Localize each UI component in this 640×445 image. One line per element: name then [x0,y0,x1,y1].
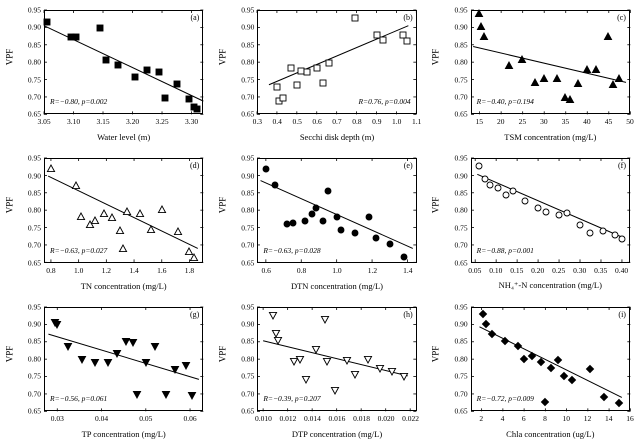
y-tick-label: 0.70 [27,92,41,102]
y-tick-label: 0.90 [241,171,255,181]
y-tick-label: 0.70 [27,389,41,399]
y-tick-label: 0.95 [241,153,255,163]
x-tick-label: 0.10 [489,265,503,275]
x-axis-label: DTP concentration (mg/L) [291,428,383,439]
x-tick-label: 3.15 [96,117,110,127]
x-tick-label: 0.6 [312,117,322,127]
y-tick-label: 0.85 [27,40,41,50]
x-axis-label: TP concentration (mg/L) [81,428,166,439]
panel-identifier: (i) [618,309,626,319]
correlation-annotation: R=−0.40, p=0.194 [476,97,534,107]
y-tick-label: 0.75 [454,371,468,381]
y-tick-label: 0.95 [241,5,255,15]
x-tick-label: 0.40 [615,265,629,275]
panel-identifier: (d) [190,161,200,171]
y-tick-label: 0.65 [241,406,255,416]
correlation-annotation: R=−0.63, p=0.028 [263,245,321,255]
y-tick-label: 0.95 [454,5,468,15]
y-tick-label: 0.90 [27,171,41,181]
chart-panel-b [213,0,426,148]
y-axis-label-text: VPF [430,197,441,214]
y-axis-label [215,0,229,114]
x-tick-label: 6 [521,413,526,423]
y-tick-label: 0.80 [241,354,255,364]
y-tick-label: 0.70 [241,240,255,250]
plot-area [241,302,419,423]
y-axis-label [429,297,443,411]
y-axis-label-text: VPF [217,345,228,363]
x-tick-label: 0.8 [296,265,307,275]
y-tick-label: 0.90 [454,319,468,329]
x-tick-label: 1.8 [184,265,195,275]
plot-area [454,5,634,127]
y-tick-label: 0.70 [27,240,41,250]
y-tick-label: 0.75 [27,371,41,381]
panel-identifier: (f) [617,161,626,171]
plot-area [241,153,416,275]
x-tick-label: 0.3 [252,117,263,127]
y-tick-label: 0.80 [27,57,41,67]
chart-panel-f [427,148,640,296]
correlation-annotation: R=−0.63, p=0.027 [50,245,108,255]
x-tick-label: 3.25 [155,117,169,127]
y-tick-label: 0.95 [454,302,468,312]
plot-area [27,5,203,127]
y-tick-label: 0.75 [454,223,468,233]
x-tick-label: 50 [626,117,634,127]
correlation-annotation: R=−0.56, p=0.061 [50,393,108,403]
y-tick-label: 0.95 [27,302,41,312]
y-axis-label [2,148,16,262]
chart-panel-e [213,148,426,296]
y-tick-label: 0.90 [27,319,41,329]
x-tick-label: 10 [562,413,570,423]
x-tick-label: 4 [500,413,505,423]
y-axis-label [429,0,443,114]
panel-identifier: (b) [403,13,413,22]
x-tick-label: 0.7 [332,117,342,127]
x-tick-label: 0.15 [510,265,524,275]
correlation-annotation: R=−0.39, p=0.207 [263,393,321,403]
y-tick-label: 0.80 [241,205,255,215]
correlation-annotation: R=0.76, p=0.004 [358,97,411,107]
y-axis-label [215,297,229,411]
x-axis-label: TN concentration (mg/L) [80,280,167,291]
x-tick-label: 0.018 [353,413,370,423]
y-tick-label: 0.65 [454,258,468,268]
panel-identifier: (e) [403,161,413,171]
y-tick-label: 0.85 [241,40,255,50]
x-tick-label: 12 [583,413,592,423]
y-tick-label: 0.95 [27,5,41,15]
x-tick-label: 0.8 [46,265,56,275]
y-axis-label-text: VPF [4,48,15,66]
y-axis-label [215,148,229,262]
plot-area [454,302,634,423]
y-axis-label-text: VPF [430,48,441,66]
y-tick-label: 0.80 [454,205,468,215]
y-tick-label: 0.70 [454,389,468,399]
x-tick-label: 0.8 [352,117,362,127]
x-axis-label: Secchi disk depth (m) [299,132,375,143]
chart-panel-g [0,297,213,445]
x-tick-label: 0.020 [377,413,395,423]
x-tick-label: 0.022 [402,413,419,423]
y-tick-label: 0.75 [454,75,468,85]
y-tick-label: 0.65 [241,258,255,268]
x-axis-label: Chla concentration (ug/L) [506,428,595,439]
chart-panel-d [0,148,213,296]
y-tick-label: 0.85 [27,188,41,198]
y-axis-label-text: VPF [430,345,441,363]
y-axis-label [2,0,16,114]
y-tick-label: 0.65 [27,406,41,416]
y-axis-label-text: VPF [4,197,15,214]
x-tick-label: 0.4 [272,117,282,127]
panel-identifier: (a) [190,13,200,22]
x-tick-label: 25 [518,117,527,127]
x-tick-label: 1.1 [411,117,422,127]
y-axis-label-text: VPF [4,345,15,363]
y-tick-label: 0.70 [454,240,468,250]
y-tick-label: 0.65 [27,109,41,119]
y-tick-label: 0.90 [454,22,468,32]
chart-panel-a [0,0,213,148]
x-tick-label: 1.2 [367,265,378,275]
x-tick-label: 3.20 [125,117,140,127]
x-axis-label: Water level (m) [97,132,151,143]
y-axis-label [429,148,443,262]
chart-panel-c [427,0,640,148]
y-tick-label: 0.85 [241,336,255,346]
correlation-annotation: R=−0.72, p=0.009 [476,393,534,403]
x-tick-label: 8 [543,413,547,423]
x-tick-label: 0.05 [139,413,153,423]
plot-area [27,153,203,275]
panel-identifier: (g) [190,309,200,319]
correlation-annotation: R=−0.88, p=0.001 [476,245,534,255]
x-tick-label: 1.0 [392,117,402,127]
y-tick-label: 0.80 [454,57,468,67]
y-tick-label: 0.90 [454,171,468,181]
y-tick-label: 0.75 [241,75,255,85]
x-tick-label: 16 [626,413,634,423]
x-tick-label: 1.6 [157,265,167,275]
x-tick-label: 1.0 [73,265,84,275]
y-tick-label: 0.70 [241,389,255,399]
y-tick-label: 0.75 [27,75,41,85]
y-tick-label: 0.80 [27,354,41,364]
y-tick-label: 0.85 [454,40,468,50]
x-tick-label: 0.012 [279,413,297,423]
x-tick-label: 3.30 [184,117,199,127]
x-tick-label: 40 [583,117,591,127]
y-tick-label: 0.85 [241,188,255,198]
x-tick-label: 0.06 [183,413,197,423]
y-tick-label: 0.90 [241,319,255,329]
x-tick-label: 2 [479,413,484,423]
y-tick-label: 0.80 [241,57,255,67]
y-tick-label: 0.90 [241,22,255,32]
x-tick-label: 35 [561,117,570,127]
y-axis-label [2,297,16,411]
x-tick-label: 0.010 [255,413,272,423]
x-axis-label: TSM concentration (mg/L) [504,132,597,143]
x-tick-label: 0.6 [261,265,271,275]
x-tick-label: 1.2 [101,265,112,275]
y-tick-label: 0.75 [241,223,255,233]
x-tick-label: 0.016 [328,413,346,423]
x-axis-label: NH₄⁺-N concentration (mg/L) [498,279,602,290]
y-tick-label: 0.95 [454,153,468,163]
x-tick-label: 1.0 [332,265,342,275]
y-tick-label: 0.85 [454,188,468,198]
y-tick-label: 0.75 [27,223,41,233]
y-tick-label: 0.85 [454,336,468,346]
plot-area [454,153,630,275]
y-tick-label: 0.75 [241,371,255,381]
x-tick-label: 0.35 [594,265,608,275]
y-axis-label-text: VPF [217,197,228,214]
panel-identifier: (c) [617,13,626,22]
y-axis-label-text: VPF [217,48,228,66]
x-tick-label: 14 [604,413,613,423]
x-tick-label: 0.20 [531,265,545,275]
x-tick-label: 0.5 [292,117,302,127]
x-tick-label: 1.4 [403,265,413,275]
x-tick-label: 30 [540,117,548,127]
x-tick-label: 0.30 [573,265,587,275]
y-tick-label: 0.85 [27,336,41,346]
x-tick-label: 3.05 [37,117,51,127]
y-tick-label: 0.65 [27,258,41,268]
chart-panel-i [427,297,640,445]
plot-area [241,5,422,127]
x-tick-label: 1.4 [129,265,139,275]
x-tick-label: 0.014 [304,413,321,423]
y-tick-label: 0.70 [241,92,255,102]
panel-identifier: (h) [403,309,413,319]
plot-area [27,302,203,423]
x-tick-label: 3.10 [66,117,81,127]
y-tick-label: 0.70 [454,92,468,102]
x-axis-label: DTN concentration (mg/L) [290,280,384,291]
x-tick-label: 0.05 [468,265,482,275]
y-tick-label: 0.80 [454,354,468,364]
y-tick-label: 0.95 [241,302,255,312]
x-tick-label: 0.25 [552,265,566,275]
correlation-annotation: R=−0.80, p=0.002 [50,97,108,107]
y-tick-label: 0.80 [27,205,41,215]
y-tick-label: 0.65 [241,109,255,119]
chart-panel-h [213,297,426,445]
x-tick-label: 0.9 [372,117,382,127]
y-tick-label: 0.65 [454,109,468,119]
x-tick-label: 45 [604,117,613,127]
x-tick-label: 20 [497,117,505,127]
x-tick-label: 15 [475,117,484,127]
y-tick-label: 0.65 [454,406,468,416]
y-tick-label: 0.90 [27,22,41,32]
y-tick-label: 0.95 [27,153,41,163]
x-tick-label: 0.03 [50,413,64,423]
x-tick-label: 0.04 [94,413,109,423]
